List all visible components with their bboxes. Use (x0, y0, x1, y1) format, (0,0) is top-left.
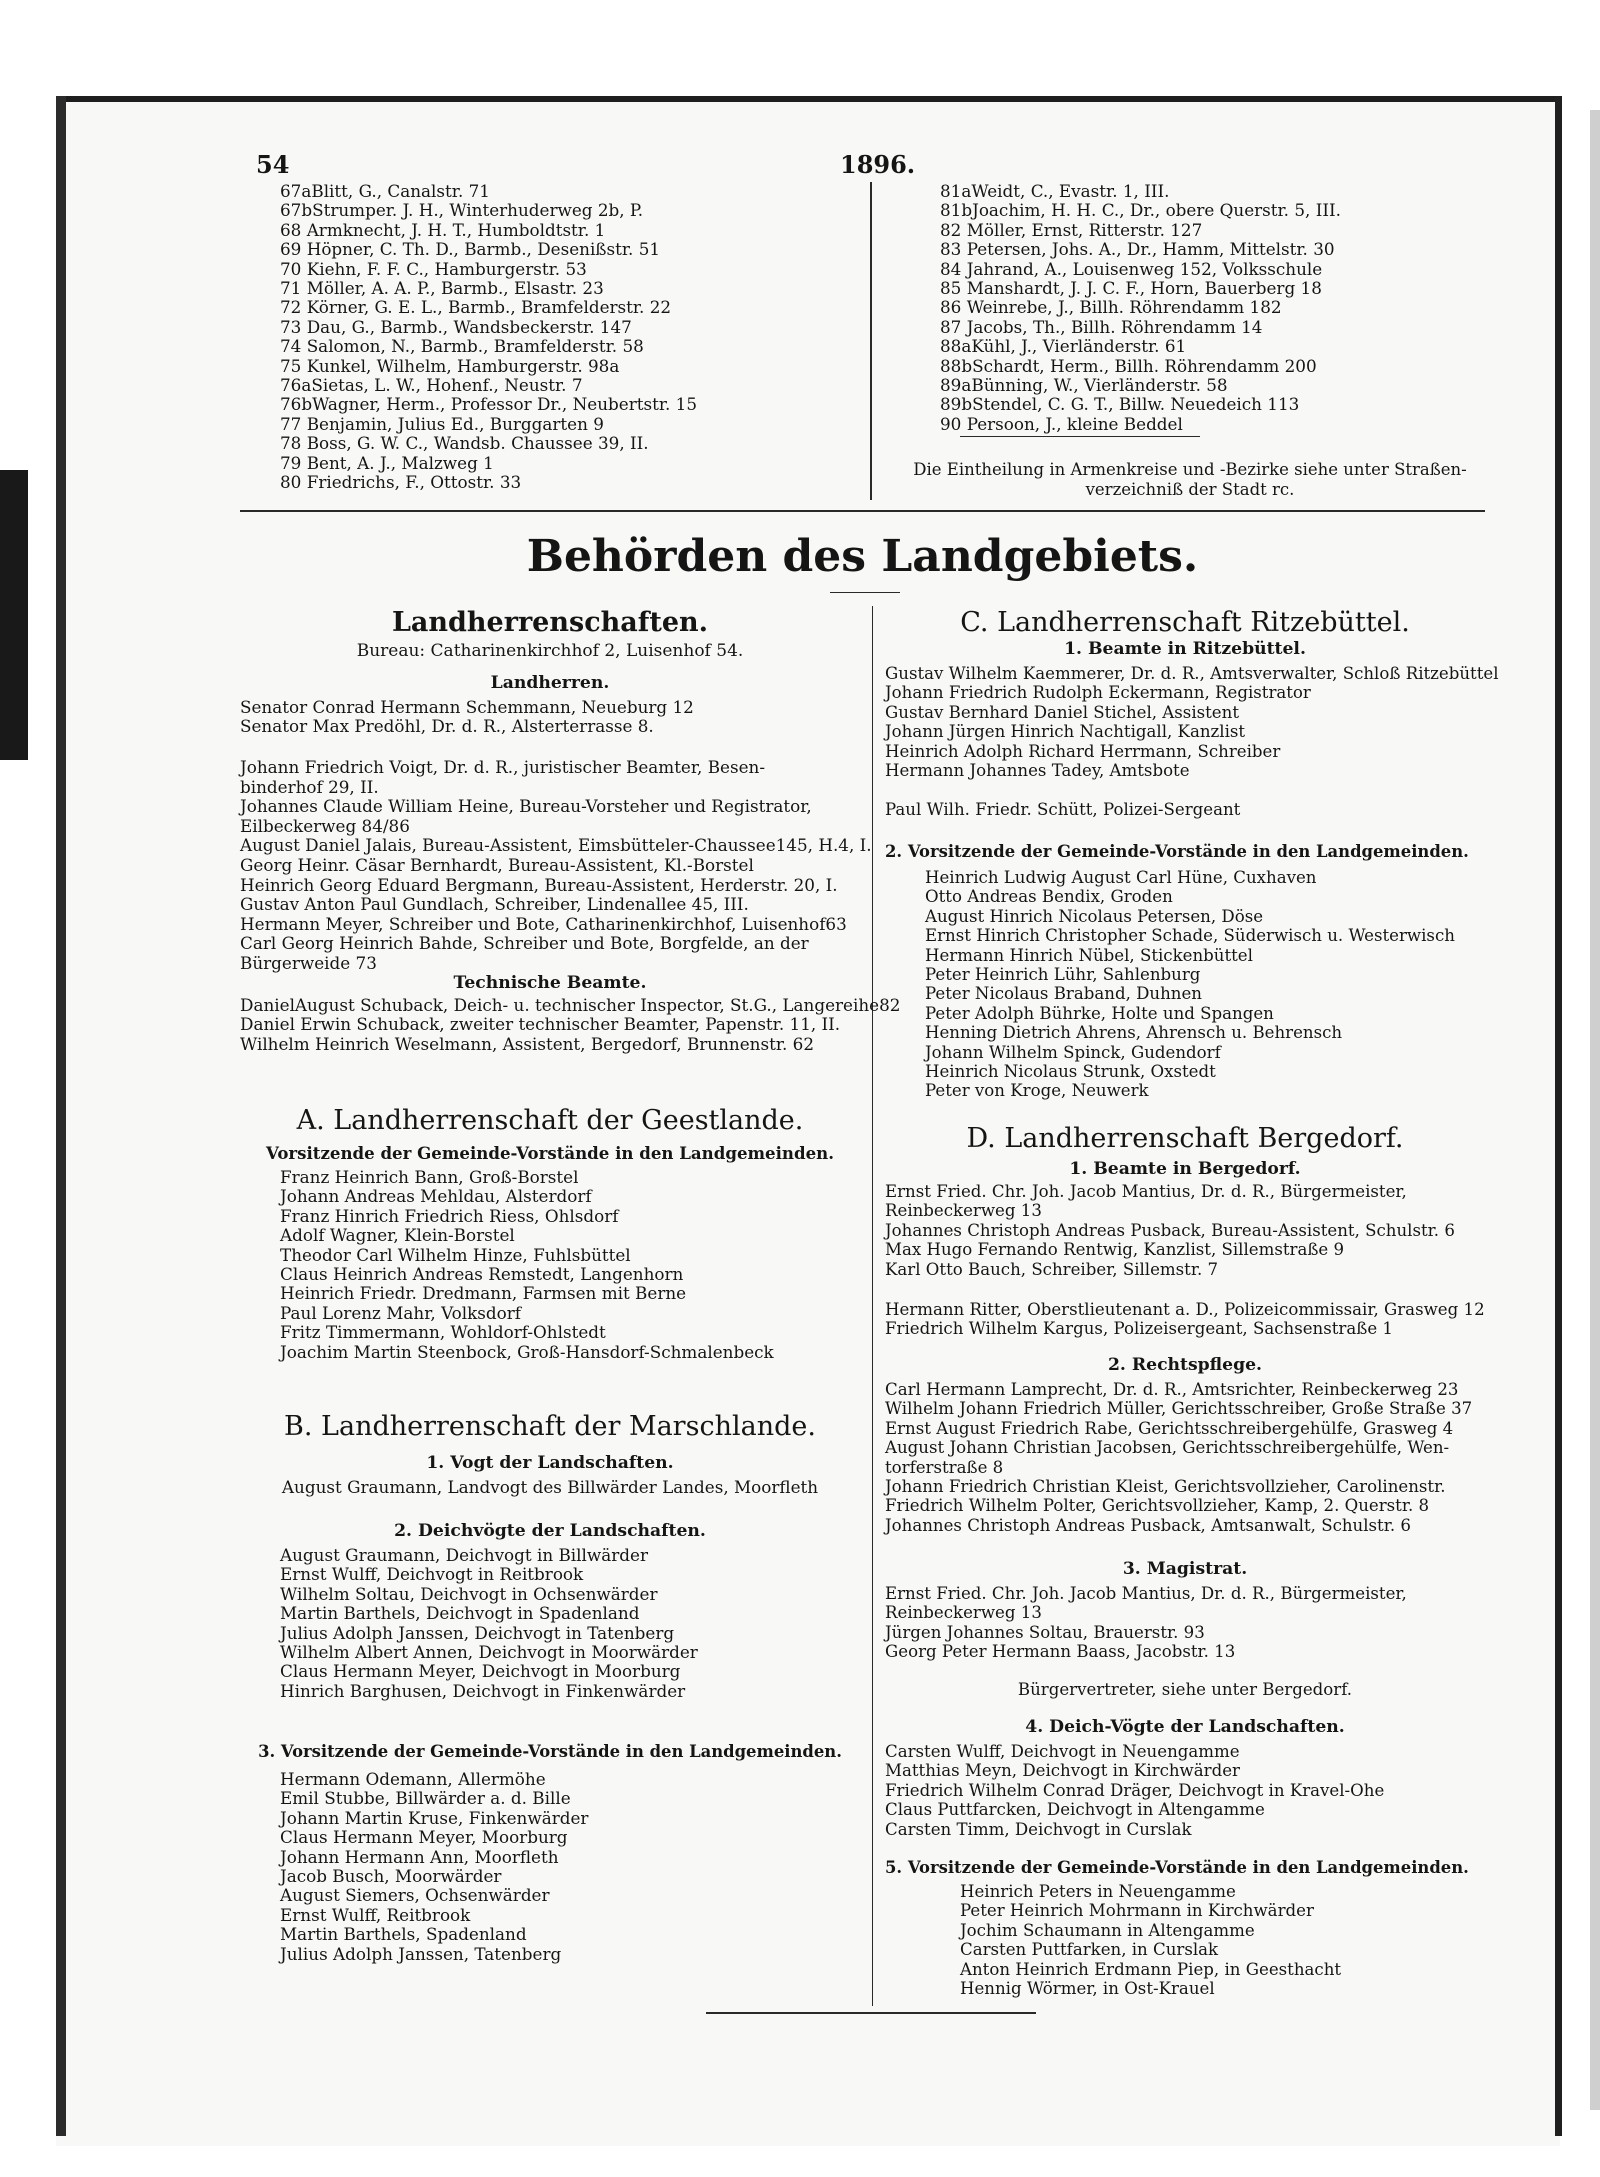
top-section-rule (240, 510, 1485, 512)
list-item: 80 Friedrichs, F., Ottostr. 33 (280, 472, 522, 492)
section-b1-heading: 1. Vogt der Landschaften. (426, 1453, 674, 1473)
armenkreise-note-line-2: verzeichniß der Stadt rc. (1085, 480, 1295, 499)
list-item: Reinbeckerweg 13 (885, 1603, 1042, 1623)
list-item: Friedrich Wilhelm Kargus, Polizeisergeant, Sachsenstraße 1 (885, 1319, 1393, 1339)
list-item: Claus Heinrich Andreas Remstedt, Langenhorn (280, 1264, 684, 1284)
section-a-title: A. Landherrenschaft der Geestlande. (296, 1105, 804, 1136)
list-item: Peter Adolph Bührke, Holte und Spangen (925, 1003, 1274, 1023)
list-item: Peter Heinrich Lühr, Sahlenburg (925, 965, 1201, 984)
page-left-border (56, 96, 66, 2136)
list-item: Georg Peter Hermann Baass, Jacobstr. 13 (885, 1642, 1236, 1662)
list-item: Johann Friedrich Voigt, Dr. d. R., juristischer Beamter, Besen- (240, 757, 765, 777)
list-item: Joachim Martin Steenbock, Groß-Hansdorf-Schmalenbeck (280, 1341, 774, 1362)
list-item: Johann Andreas Mehldau, Alsterdorf (280, 1186, 592, 1207)
list-item: Claus Hermann Meyer, Deichvogt in Moorburg (280, 1661, 681, 1682)
list-item: 77 Benjamin, Julius Ed., Burggarten 9 (280, 413, 604, 434)
list-item: Gustav Wilhelm Kaemmerer, Dr. d. R., Amtsverwalter, Schloß Ritzebüttel (885, 664, 1499, 683)
list-item: Martin Barthels, Spadenland (280, 1924, 527, 1945)
list-item: Johann Jürgen Hinrich Nachtigall, Kanzlist (885, 722, 1246, 742)
list-item: Matthias Meyn, Deichvogt in Kirchwärder (885, 1761, 1240, 1781)
list-item: Johannes Christoph Andreas Pusback, Amtsanwalt, Schulstr. 6 (885, 1515, 1411, 1535)
list-item: Julius Adolph Janssen, Deichvogt in Tatenberg (280, 1622, 675, 1643)
list-item: 81aWeidt, C., Evastr. 1, III. (940, 181, 1170, 201)
list-item: August Graumann, Deichvogt in Billwärder (280, 1545, 648, 1565)
list-item: Peter Nicolaus Braband, Duhnen (925, 984, 1202, 1004)
list-item: Franz Hinrich Friedrich Riess, Ohlsdorf (280, 1205, 619, 1226)
list-item: 67aBlitt, G., Canalstr. 71 (280, 181, 490, 201)
main-column-divider (872, 606, 873, 2006)
list-item: Hermann Johannes Tadey, Amtsbote (885, 761, 1190, 780)
list-item: Hermann Ritter, Oberstlieutenant a. D., Polizeicommissair, Grasweg 12 (885, 1300, 1485, 1319)
list-item: 86 Weinrebe, J., Billh. Röhrendamm 182 (940, 297, 1282, 318)
section-c-title: C. Landherrenschaft Ritzebüttel. (960, 607, 1410, 638)
list-item: Carl Hermann Lamprecht, Dr. d. R., Amtsrichter, Reinbeckerweg 23 (885, 1380, 1459, 1399)
list-item: Claus Hermann Meyer, Moorburg (280, 1827, 568, 1848)
list-item: Reinbeckerweg 13 (885, 1201, 1042, 1221)
list-item: Ernst Fried. Chr. Joh. Jacob Mantius, Dr. d. R., Bürgermeister, (885, 1182, 1407, 1201)
list-item: Wilhelm Soltau, Deichvogt in Ochsenwärder (280, 1583, 658, 1604)
list-item: 75 Kunkel, Wilhelm, Hamburgerstr. 98a (280, 355, 620, 376)
section-title: Landherrenschaften. (391, 607, 709, 638)
list-item: Eilbeckerweg 84/86 (240, 815, 410, 836)
list-item: Heinrich Nicolaus Strunk, Oxstedt (925, 1062, 1216, 1081)
list-item: Heinrich Ludwig August Carl Hüne, Cuxhaven (925, 868, 1317, 887)
list-item: Heinrich Georg Eduard Bergmann, Bureau-Assistent, Herderstr. 20, I. (240, 874, 838, 895)
list-item: Karl Otto Bauch, Schreiber, Sillemstr. 7 (885, 1259, 1219, 1279)
list-item: Friedrich Wilhelm Polter, Gerichtsvollzieher, Kamp, 2. Querstr. 8 (885, 1496, 1430, 1516)
page-top-border (56, 96, 1560, 102)
list-item: Martin Barthels, Deichvogt in Spadenland (280, 1603, 640, 1624)
top-column-divider (870, 182, 872, 500)
title-underline (830, 592, 900, 593)
list-item: 87 Jacobs, Th., Billh. Röhrendamm 14 (940, 316, 1263, 337)
list-item: 73 Dau, G., Barmb., Wandsbeckerstr. 147 (280, 316, 632, 337)
list-item: Johannes Christoph Andreas Pusback, Bureau-Assistent, Schulstr. 6 (885, 1220, 1455, 1240)
list-item: Gustav Anton Paul Gundlach, Schreiber, Lindenallee 45, III. (240, 894, 749, 915)
section-d1-heading: 1. Beamte in Bergedorf. (1069, 1159, 1301, 1179)
list-item: 89aBünning, W., Vierländerstr. 58 (940, 375, 1228, 395)
technical-heading: Technische Beamte. (453, 973, 647, 993)
list-item: Senator Conrad Hermann Schemmann, Neueburg 12 (240, 697, 694, 717)
list-item: August Siemers, Ochsenwärder (280, 1885, 550, 1906)
list-item: 85 Manshardt, J. J. C. F., Horn, Bauerberg 18 (940, 278, 1322, 298)
list-item: Heinrich Friedr. Dredmann, Farmsen mit Berne (280, 1283, 687, 1304)
list-item: Peter von Kroge, Neuwerk (925, 1081, 1149, 1101)
landvogt-line: August Graumann, Landvogt des Billwärder Landes, Moorfleth (281, 1477, 819, 1497)
section-d2-heading: 2. Rechtspflege. (1107, 1355, 1263, 1375)
bureau-address: Bureau: Catharinenkirchhof 2, Luisenhof 54. (356, 641, 744, 661)
list-item: Georg Heinr. Cäsar Bernhardt, Bureau-Assistent, Kl.-Borstel (240, 855, 754, 875)
list-item: Julius Adolph Janssen, Tatenberg (280, 1943, 562, 1964)
list-item: Johann Martin Kruse, Finkenwärder (280, 1807, 589, 1828)
page-right-border (1555, 96, 1562, 2136)
list-item: 89bStendel, C. G. T., Billw. Neuedeich 113 (940, 394, 1300, 415)
list-item: Hennig Wörmer, in Ost-Krauel (960, 1979, 1215, 1998)
list-item: Senator Max Predöhl, Dr. d. R., Alsterterrasse 8. (240, 716, 654, 737)
next-page-edge (1590, 110, 1600, 2110)
section-d4-heading: 4. Deich-Vögte der Landschaften. (1025, 1717, 1345, 1737)
list-item: 74 Salomon, N., Barmb., Bramfelderstr. 58 (280, 336, 644, 357)
buergervertreter-note: Bürgervertreter, siehe unter Bergedorf. (1017, 1680, 1353, 1699)
list-item: 88bSchardt, Herm., Billh. Röhrendamm 200 (940, 355, 1317, 376)
list-item: 78 Boss, G. W. C., Wandsb. Chaussee 39, II. (280, 433, 649, 454)
list-item: Johann Friedrich Christian Kleist, Gerichtsvollzieher, Carolinenstr. (885, 1477, 1446, 1496)
list-item: Bürgerweide 73 (240, 953, 377, 973)
section-b-title: B. Landherrenschaft der Marschlande. (284, 1411, 816, 1442)
list-item: Wilhelm Heinrich Weselmann, Assistent, Bergedorf, Brunnenstr. 62 (240, 1033, 815, 1054)
list-item: 83 Petersen, Johs. A., Dr., Hamm, Mittelstr. 30 (940, 239, 1335, 260)
list-item: 70 Kiehn, F. F. C., Hamburgerstr. 53 (280, 258, 587, 279)
armenkreise-note-line-1: Die Eintheilung in Armenkreise und -Bezirke siehe unter Straßen- (913, 460, 1467, 479)
section-b2-heading: 2. Deichvögte der Landschaften. (394, 1521, 706, 1541)
section-d5-heading: 5. Vorsitzende der Gemeinde-Vorstände in den Landgemeinden. (885, 1858, 1469, 1877)
list-item: 76bWagner, Herm., Professor Dr., Neubertstr. 15 (280, 394, 698, 415)
section-b3-heading: 3. Vorsitzende der Gemeinde-Vorstände in den Landgemeinden. (258, 1742, 842, 1761)
list-item: Johann Hermann Ann, Moorfleth (280, 1846, 559, 1867)
list-item: 84 Jahrand, A., Louisenweg 152, Volksschule (940, 258, 1323, 279)
list-item: binderhof 29, II. (240, 776, 379, 797)
list-item: Johannes Claude William Heine, Bureau-Vorsteher und Registrator, (240, 796, 812, 817)
list-item: Wilhelm Johann Friedrich Müller, Gerichtsschreiber, Große Straße 37 (885, 1399, 1473, 1419)
list-item: Theodor Carl Wilhelm Hinze, Fuhlsbüttel (280, 1244, 631, 1265)
list-item: Wilhelm Albert Annen, Deichvogt in Moorwärder (280, 1642, 698, 1662)
list-item: 82 Möller, Ernst, Ritterstr. 127 (940, 219, 1203, 240)
list-item: Henning Dietrich Ahrens, Ahrensch u. Behrensch (925, 1023, 1343, 1043)
list-item: August Hinrich Nicolaus Petersen, Döse (925, 906, 1264, 926)
list-item: Ernst August Friedrich Rabe, Gerichtsschreibergehülfe, Grasweg 4 (885, 1418, 1454, 1438)
list-item: Max Hugo Fernando Rentwig, Kanzlist, Sillemstraße 9 (885, 1240, 1345, 1260)
list-item: 67bStrumper. J. H., Winterhuderweg 2b, P. (280, 200, 644, 221)
list-item: torferstraße 8 (885, 1457, 1004, 1477)
list-item: 69 Höpner, C. Th. D., Barmb., Desenißstr. 51 (280, 239, 661, 260)
year-heading: 1896. (840, 150, 916, 179)
list-item: 88aKühl, J., Vierländerstr. 61 (940, 336, 1187, 357)
list-item: Ernst Wulff, Deichvogt in Reitbrook (280, 1564, 584, 1585)
note-rule (960, 436, 1200, 437)
main-title: Behörden des Landgebiets. (526, 531, 1199, 582)
list-item: Johann Wilhelm Spinck, Gudendorf (925, 1042, 1221, 1062)
list-item: Paul Lorenz Mahr, Volksdorf (280, 1302, 521, 1323)
list-item: August Johann Christian Jacobsen, Gerichtsschreibergehülfe, Wen- (885, 1438, 1450, 1458)
list-item: Peter Heinrich Mohrmann in Kirchwärder (960, 1901, 1314, 1921)
list-item: Ernst Fried. Chr. Joh. Jacob Mantius, Dr. d. R., Bürgermeister, (885, 1584, 1407, 1603)
list-item: Ernst Hinrich Christopher Schade, Süderwisch u. Westerwisch (925, 926, 1455, 946)
section-d-title: D. Landherrenschaft Bergedorf. (966, 1123, 1404, 1154)
list-item: Jacob Busch, Moorwärder (280, 1866, 502, 1886)
list-item: Gustav Bernhard Daniel Stichel, Assistent (885, 702, 1239, 722)
section-d3-heading: 3. Magistrat. (1122, 1559, 1248, 1579)
list-item: 72 Körner, G. E. L., Barmb., Bramfelderstr. 22 (280, 297, 672, 318)
section-c1-heading: 1. Beamte in Ritzebüttel. (1064, 639, 1306, 659)
list-item: 79 Bent, A. J., Malzweg 1 (280, 452, 494, 473)
list-item: Jürgen Johannes Soltau, Brauerstr. 93 (885, 1622, 1205, 1642)
list-item: Jochim Schaumann in Altengamme (960, 1920, 1255, 1940)
list-item: August Daniel Jalais, Bureau-Assistent, Eimsbütteler-Chaussee145, H.4, I. (240, 835, 872, 856)
list-item: Heinrich Adolph Richard Herrmann, Schreiber (885, 741, 1281, 761)
list-item: Johann Friedrich Rudolph Eckermann, Registrator (885, 683, 1311, 703)
list-item: 68 Armknecht, J. H. T., Humboldtstr. 1 (280, 219, 606, 240)
page-number: 54 (256, 150, 290, 179)
list-item: Fritz Timmermann, Wohldorf-Ohlstedt (280, 1322, 606, 1343)
list-item: DanielAugust Schuback, Deich- u. technischer Inspector, St.G., Langereihe82 (240, 995, 901, 1015)
list-item: Hermann Odemann, Allermöhe (280, 1769, 546, 1789)
book-spine-edge (0, 470, 28, 760)
list-item: Hermann Hinrich Nübel, Stickenbüttel (925, 945, 1253, 965)
list-item: Paul Wilh. Friedr. Schütt, Polizei-Sergeant (885, 800, 1241, 819)
list-item: 76aSietas, L. W., Hohenf., Neustr. 7 (280, 375, 583, 395)
list-item: Adolf Wagner, Klein-Borstel (280, 1225, 515, 1246)
list-item: 71 Möller, A. A. P., Barmb., Elsastr. 23 (280, 278, 604, 298)
list-item: Anton Heinrich Erdmann Piep, in Geesthacht (960, 1959, 1342, 1979)
section-c2-heading: 2. Vorsitzende der Gemeinde-Vorstände in den Landgemeinden. (885, 842, 1469, 861)
list-item: Otto Andreas Bendix, Groden (925, 887, 1173, 907)
list-item: Carsten Timm, Deichvogt in Curslak (885, 1819, 1192, 1839)
list-item: Daniel Erwin Schuback, zweiter technischer Beamter, Papenstr. 11, II. (240, 1014, 841, 1035)
list-item: Friedrich Wilhelm Conrad Dräger, Deichvogt in Kravel-Ohe (885, 1780, 1385, 1800)
section-a-subheading: Vorsitzende der Gemeinde-Vorstände in den Landgemeinden. (266, 1143, 834, 1163)
list-item: Emil Stubbe, Billwärder a. d. Bille (280, 1788, 571, 1809)
landherren-heading: Landherren. (490, 673, 610, 693)
list-item: Carsten Wulff, Deichvogt in Neuengamme (885, 1742, 1240, 1761)
list-item: 90 Persoon, J., kleine Beddel (940, 413, 1183, 434)
list-item: 81bJoachim, H. H. C., Dr., obere Querstr. 5, III. (940, 200, 1341, 221)
list-item: Hinrich Barghusen, Deichvogt in Finkenwärder (280, 1680, 686, 1701)
list-item: Heinrich Peters in Neuengamme (960, 1882, 1236, 1901)
list-item: Franz Heinrich Bann, Groß-Borstel (280, 1167, 579, 1187)
list-item: Carl Georg Heinrich Bahde, Schreiber und Bote, Borgfelde, an der (240, 933, 809, 954)
list-item: Ernst Wulff, Reitbrook (280, 1904, 471, 1925)
list-item: Carsten Puttfarken, in Curslak (960, 1940, 1219, 1960)
list-item: Hermann Meyer, Schreiber und Bote, Catharinenkirchhof, Luisenhof63 (240, 913, 847, 934)
page-end-rule (706, 2012, 1036, 2014)
list-item: Claus Puttfarcken, Deichvogt in Altengamme (885, 1800, 1265, 1820)
